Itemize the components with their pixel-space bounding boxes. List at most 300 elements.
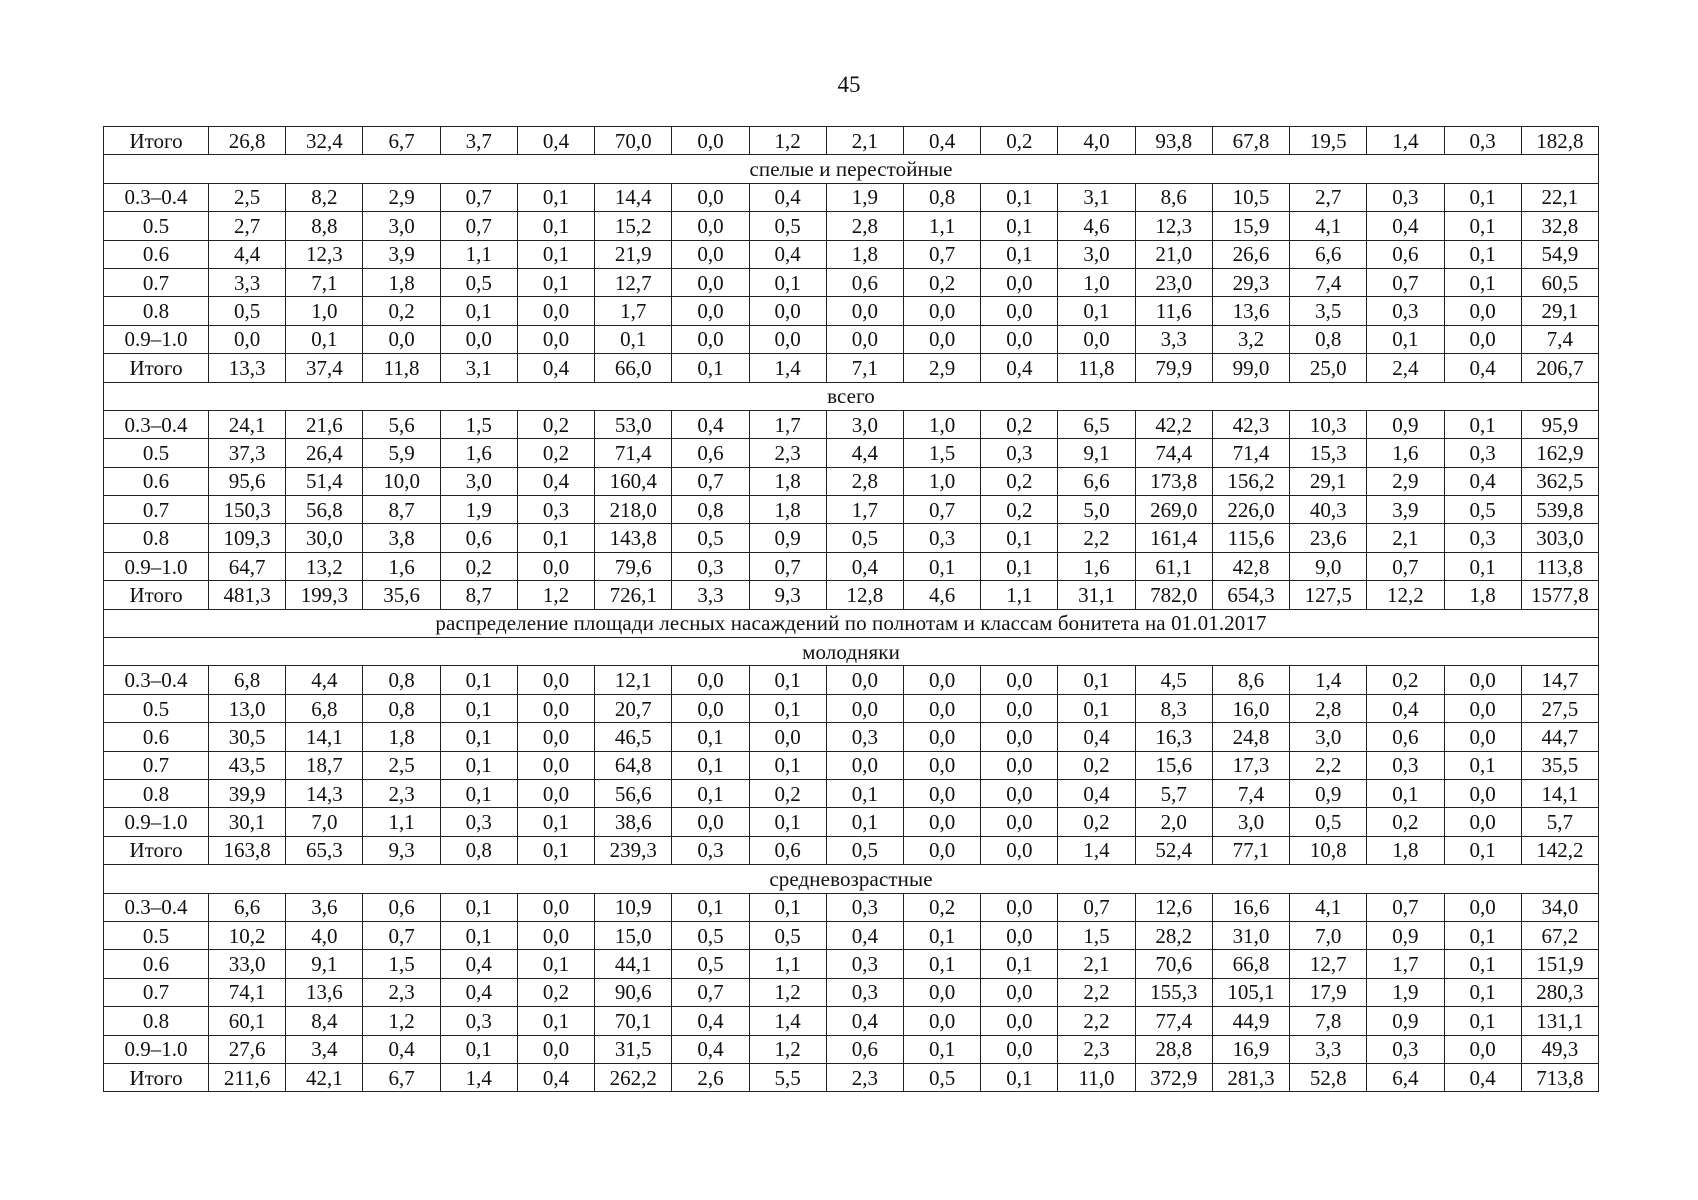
table-cell: 15,6: [1135, 751, 1212, 779]
table-cell: 0,1: [517, 524, 594, 552]
table-cell: 15,2: [595, 212, 672, 240]
table-cell: 12,8: [826, 581, 903, 609]
table-cell: 66,8: [1212, 950, 1289, 978]
table-cell: 4,0: [1058, 127, 1135, 155]
table-cell: 7,0: [1290, 921, 1367, 949]
table-cell: 4,6: [1058, 212, 1135, 240]
table-cell: 2,3: [1058, 1035, 1135, 1063]
table-cell: 3,3: [1135, 325, 1212, 353]
table-cell: 0,4: [1444, 354, 1521, 382]
table-cell: 0,2: [440, 552, 517, 580]
table-cell: 23,0: [1135, 268, 1212, 296]
table-cell: 8,2: [286, 183, 363, 211]
table-cell: 0,7: [440, 212, 517, 240]
table-cell: 15,0: [595, 921, 672, 949]
table-cell: 211,6: [209, 1063, 286, 1091]
table-cell: 0,0: [517, 723, 594, 751]
table-cell: 0,0: [1444, 297, 1521, 325]
table-cell: 1,8: [363, 268, 440, 296]
table-cell: 5,7: [1521, 808, 1598, 836]
table-cell: 3,0: [1212, 808, 1289, 836]
table-cell: 3,1: [440, 354, 517, 382]
table-cell: 0,1: [440, 893, 517, 921]
table-cell: 0,3: [904, 524, 981, 552]
table-cell: 131,1: [1521, 1007, 1598, 1035]
table-cell: 0,7: [749, 552, 826, 580]
table-cell: 2,6: [672, 1063, 749, 1091]
table-cell: 0,0: [826, 751, 903, 779]
table-cell: 3,3: [672, 581, 749, 609]
table-cell: 3,4: [286, 1035, 363, 1063]
table-cell: 3,0: [440, 467, 517, 495]
table-cell: 0,4: [749, 240, 826, 268]
table-cell: 1,8: [749, 467, 826, 495]
table-cell: 1,4: [1058, 836, 1135, 864]
table-row: [104, 410, 1599, 438]
table-cell: 0,1: [1444, 950, 1521, 978]
table-cell: 0,0: [672, 240, 749, 268]
table-cell: 0,0: [209, 325, 286, 353]
table-cell: 10,9: [595, 893, 672, 921]
table-cell: 0,7: [672, 978, 749, 1006]
table-cell: 0,1: [1444, 552, 1521, 580]
table-cell: 0,2: [904, 893, 981, 921]
table-row: [104, 921, 1599, 949]
table-cell: 0,0: [904, 978, 981, 1006]
table-cell: 95,9: [1521, 410, 1598, 438]
table-cell: 0,0: [517, 552, 594, 580]
table-row: [104, 723, 1599, 751]
table-cell: 0,9: [1367, 1007, 1444, 1035]
table-cell: 10,2: [209, 921, 286, 949]
table-cell: 1,8: [749, 496, 826, 524]
table-cell: 0,1: [517, 212, 594, 240]
table-cell: 0,2: [1058, 751, 1135, 779]
table-cell: 0,0: [517, 921, 594, 949]
table-cell: 0,1: [904, 1035, 981, 1063]
table-row: [104, 268, 1599, 296]
table-cell: 782,0: [1135, 581, 1212, 609]
table-cell: 2,9: [1367, 467, 1444, 495]
table-cell: 0,0: [904, 751, 981, 779]
table-cell: 0,0: [981, 978, 1058, 1006]
table-cell: 0,3: [1367, 751, 1444, 779]
table-cell: 70,6: [1135, 950, 1212, 978]
table-cell: 71,4: [1212, 439, 1289, 467]
table-cell: 0,1: [440, 751, 517, 779]
table-cell: 61,1: [1135, 552, 1212, 580]
table-cell: 0,7: [1367, 552, 1444, 580]
table-cell: 0,4: [749, 183, 826, 211]
table-cell: 1,5: [1058, 921, 1135, 949]
table-row: [104, 978, 1599, 1006]
table-cell: 0,0: [904, 779, 981, 807]
table-cell: 0,0: [517, 779, 594, 807]
table-cell: 0,5: [826, 524, 903, 552]
row-label-cell: 0.6: [104, 467, 209, 495]
table-cell: 0,5: [749, 921, 826, 949]
table-cell: 0,1: [826, 808, 903, 836]
section-header-row: [104, 609, 1599, 637]
table-cell: 0,4: [1367, 212, 1444, 240]
table-cell: 2,9: [904, 354, 981, 382]
table-cell: 3,0: [363, 212, 440, 240]
table-cell: 5,5: [749, 1063, 826, 1091]
table-cell: 0,0: [826, 325, 903, 353]
table-cell: 14,4: [595, 183, 672, 211]
table-cell: 16,6: [1212, 893, 1289, 921]
table-cell: 0,1: [517, 836, 594, 864]
table-cell: 4,4: [209, 240, 286, 268]
table-cell: 2,2: [1290, 751, 1367, 779]
table-cell: 37,3: [209, 439, 286, 467]
table-cell: 7,4: [1290, 268, 1367, 296]
table-row: [104, 779, 1599, 807]
table-cell: 1,1: [440, 240, 517, 268]
table-row: [104, 808, 1599, 836]
table-cell: 29,3: [1212, 268, 1289, 296]
table-cell: 0,1: [440, 297, 517, 325]
table-cell: 0,2: [517, 410, 594, 438]
table-cell: 0,0: [981, 1007, 1058, 1035]
table-cell: 0,1: [1058, 694, 1135, 722]
table-cell: 0,4: [981, 354, 1058, 382]
table-cell: 5,0: [1058, 496, 1135, 524]
table-cell: 53,0: [595, 410, 672, 438]
table-cell: 0,3: [1444, 127, 1521, 155]
table-cell: 2,0: [1135, 808, 1212, 836]
table-cell: 6,4: [1367, 1063, 1444, 1091]
table-cell: 0,3: [826, 950, 903, 978]
table-cell: 0,3: [1367, 1035, 1444, 1063]
table-cell: 4,4: [286, 666, 363, 694]
table-cell: 14,7: [1521, 666, 1598, 694]
table-cell: 0,3: [1444, 524, 1521, 552]
table-cell: 0,1: [440, 723, 517, 751]
table-cell: 0,5: [672, 950, 749, 978]
table-cell: 0,0: [363, 325, 440, 353]
table-row: [104, 467, 1599, 495]
table-cell: 0,1: [981, 1063, 1058, 1091]
table-cell: 71,4: [595, 439, 672, 467]
table-cell: 0,3: [826, 978, 903, 1006]
table-cell: 1,8: [1444, 581, 1521, 609]
table-cell: 0,0: [981, 779, 1058, 807]
table-cell: 0,1: [517, 240, 594, 268]
table-row: [104, 893, 1599, 921]
table-cell: 10,0: [363, 467, 440, 495]
table-cell: 1,1: [749, 950, 826, 978]
table-cell: 93,8: [1135, 127, 1212, 155]
section-header-row: [104, 155, 1599, 183]
table-cell: 0,1: [1444, 410, 1521, 438]
table-cell: 0,1: [517, 183, 594, 211]
table-cell: 0,1: [517, 268, 594, 296]
table-cell: 52,8: [1290, 1063, 1367, 1091]
table-cell: 56,6: [595, 779, 672, 807]
table-cell: 7,1: [286, 268, 363, 296]
table-cell: 163,8: [209, 836, 286, 864]
table-cell: 77,1: [1212, 836, 1289, 864]
section-title: средневозрастные: [104, 865, 1599, 893]
table-cell: 654,3: [1212, 581, 1289, 609]
table-row: [104, 552, 1599, 580]
table-cell: 2,2: [1058, 524, 1135, 552]
table-cell: 0,0: [517, 325, 594, 353]
table-cell: 17,9: [1290, 978, 1367, 1006]
table-cell: 8,3: [1135, 694, 1212, 722]
table-cell: 0,0: [981, 723, 1058, 751]
table-cell: 1,0: [286, 297, 363, 325]
table-cell: 6,8: [286, 694, 363, 722]
table-cell: 0,7: [1058, 893, 1135, 921]
table-cell: 8,7: [363, 496, 440, 524]
row-label-cell: 0.7: [104, 978, 209, 1006]
table-cell: 43,5: [209, 751, 286, 779]
table-cell: 74,1: [209, 978, 286, 1006]
table-cell: 150,3: [209, 496, 286, 524]
table-cell: 1,5: [363, 950, 440, 978]
table-cell: 60,5: [1521, 268, 1598, 296]
table-cell: 10,5: [1212, 183, 1289, 211]
table-cell: 15,9: [1212, 212, 1289, 240]
table-cell: 0,3: [826, 723, 903, 751]
table-cell: 99,0: [1212, 354, 1289, 382]
table-cell: 0,4: [517, 467, 594, 495]
table-cell: 0,0: [672, 268, 749, 296]
table-cell: 1,8: [363, 723, 440, 751]
table-cell: 12,1: [595, 666, 672, 694]
table-cell: 0,4: [517, 354, 594, 382]
table-cell: 65,3: [286, 836, 363, 864]
table-cell: 1,6: [440, 439, 517, 467]
table-cell: 2,5: [363, 751, 440, 779]
table-row: [104, 694, 1599, 722]
table-cell: 14,3: [286, 779, 363, 807]
table-cell: 16,3: [1135, 723, 1212, 751]
table-cell: 0,0: [904, 808, 981, 836]
row-label-cell: 0.7: [104, 751, 209, 779]
table-cell: 0,0: [981, 836, 1058, 864]
table-cell: 0,4: [672, 410, 749, 438]
table-cell: 0,1: [981, 240, 1058, 268]
table-cell: 74,4: [1135, 439, 1212, 467]
table-cell: 1,8: [826, 240, 903, 268]
table-cell: 1,1: [981, 581, 1058, 609]
table-cell: 1,6: [363, 552, 440, 580]
row-label-cell: 0.8: [104, 524, 209, 552]
table-cell: 26,4: [286, 439, 363, 467]
table-cell: 11,8: [1058, 354, 1135, 382]
table-cell: 21,0: [1135, 240, 1212, 268]
table-row: [104, 354, 1599, 382]
table-cell: 1,9: [1367, 978, 1444, 1006]
table-cell: 156,2: [1212, 467, 1289, 495]
table-cell: 0,1: [981, 524, 1058, 552]
table-cell: 0,4: [517, 1063, 594, 1091]
table-cell: 0,1: [981, 183, 1058, 211]
table-cell: 42,8: [1212, 552, 1289, 580]
table-cell: 109,3: [209, 524, 286, 552]
table-cell: 3,7: [440, 127, 517, 155]
table-cell: 0,5: [1444, 496, 1521, 524]
table-cell: 44,9: [1212, 1007, 1289, 1035]
table-cell: 0,3: [1444, 439, 1521, 467]
table-cell: 1577,8: [1521, 581, 1598, 609]
table-cell: 262,2: [595, 1063, 672, 1091]
table-cell: 10,8: [1290, 836, 1367, 864]
table-cell: 6,7: [363, 1063, 440, 1091]
table-cell: 0,2: [749, 779, 826, 807]
table-cell: 11,8: [363, 354, 440, 382]
table-cell: 30,1: [209, 808, 286, 836]
table-row: [104, 297, 1599, 325]
table-row: [104, 1007, 1599, 1035]
table-cell: 0,1: [1367, 779, 1444, 807]
table-cell: 3,8: [363, 524, 440, 552]
table-row: [104, 496, 1599, 524]
table-cell: 726,1: [595, 581, 672, 609]
table-cell: 2,7: [209, 212, 286, 240]
table-cell: 3,3: [1290, 1035, 1367, 1063]
table-cell: 2,3: [363, 978, 440, 1006]
table-cell: 64,7: [209, 552, 286, 580]
table-cell: 0,0: [672, 127, 749, 155]
table-cell: 12,3: [286, 240, 363, 268]
table-cell: 0,2: [1367, 666, 1444, 694]
row-label-cell: 0.7: [104, 268, 209, 296]
table-cell: 0,0: [672, 666, 749, 694]
table-cell: 32,8: [1521, 212, 1598, 240]
table-cell: 0,1: [1444, 751, 1521, 779]
table-cell: 1,4: [1367, 127, 1444, 155]
table-cell: 0,0: [1444, 779, 1521, 807]
table-cell: 0,4: [672, 1035, 749, 1063]
table-cell: 12,2: [1367, 581, 1444, 609]
table-cell: 24,8: [1212, 723, 1289, 751]
table-cell: 0,0: [904, 723, 981, 751]
table-cell: 2,2: [1058, 1007, 1135, 1035]
table-row: [104, 439, 1599, 467]
table-cell: 0,1: [1444, 921, 1521, 949]
row-label-cell: 0.8: [104, 779, 209, 807]
table-cell: 3,3: [209, 268, 286, 296]
table-cell: 0,3: [1367, 297, 1444, 325]
table-cell: 0,3: [440, 808, 517, 836]
table-cell: 0,1: [517, 950, 594, 978]
table-cell: 0,0: [749, 297, 826, 325]
row-label-cell: Итого: [104, 127, 209, 155]
table-cell: 28,8: [1135, 1035, 1212, 1063]
table-cell: 4,1: [1290, 212, 1367, 240]
table-cell: 0,0: [904, 836, 981, 864]
row-label-cell: Итого: [104, 354, 209, 382]
table-cell: 0,0: [672, 297, 749, 325]
table-cell: 0,6: [363, 893, 440, 921]
row-label-cell: 0.3–0.4: [104, 410, 209, 438]
table-cell: 9,3: [749, 581, 826, 609]
table-cell: 0,6: [1367, 723, 1444, 751]
table-cell: 0,0: [981, 694, 1058, 722]
table-cell: 14,1: [286, 723, 363, 751]
row-label-cell: 0.9–1.0: [104, 325, 209, 353]
table-cell: 280,3: [1521, 978, 1598, 1006]
table-cell: 0,8: [363, 666, 440, 694]
table-cell: 0,1: [1058, 666, 1135, 694]
table-cell: 23,6: [1290, 524, 1367, 552]
table-cell: 713,8: [1521, 1063, 1598, 1091]
table-cell: 173,8: [1135, 467, 1212, 495]
table-cell: 0,0: [1444, 666, 1521, 694]
table-cell: 1,7: [595, 297, 672, 325]
table-cell: 3,2: [1212, 325, 1289, 353]
table-row: [104, 1035, 1599, 1063]
table-cell: 0,1: [1444, 1007, 1521, 1035]
table-cell: 0,9: [1367, 410, 1444, 438]
table-cell: 0,5: [440, 268, 517, 296]
table-cell: 199,3: [286, 581, 363, 609]
table-cell: 539,8: [1521, 496, 1598, 524]
table-cell: 0,0: [981, 808, 1058, 836]
table-cell: 1,4: [440, 1063, 517, 1091]
table-cell: 0,0: [1444, 694, 1521, 722]
table-cell: 1,2: [749, 1035, 826, 1063]
table-cell: 0,4: [826, 921, 903, 949]
row-label-cell: 0.9–1.0: [104, 1035, 209, 1063]
row-label-cell: 0.7: [104, 496, 209, 524]
table-cell: 6,5: [1058, 410, 1135, 438]
table-cell: 1,9: [826, 183, 903, 211]
table-cell: 1,5: [904, 439, 981, 467]
table-cell: 0,8: [672, 496, 749, 524]
table-cell: 0,0: [1058, 325, 1135, 353]
table-cell: 0,0: [1444, 325, 1521, 353]
table-cell: 0,1: [440, 779, 517, 807]
table-cell: 0,4: [363, 1035, 440, 1063]
table-cell: 0,1: [672, 751, 749, 779]
table-cell: 0,5: [672, 921, 749, 949]
row-label-cell: 0.5: [104, 921, 209, 949]
table-cell: 0,0: [981, 666, 1058, 694]
table-cell: 44,7: [1521, 723, 1598, 751]
table-cell: 0,4: [440, 978, 517, 1006]
table-cell: 0,1: [749, 893, 826, 921]
table-cell: 3,0: [1058, 240, 1135, 268]
table-cell: 42,1: [286, 1063, 363, 1091]
table-cell: 0,1: [749, 694, 826, 722]
table-cell: 0,1: [440, 694, 517, 722]
table-cell: 22,1: [1521, 183, 1598, 211]
table-cell: 49,3: [1521, 1035, 1598, 1063]
table-cell: 0,1: [1444, 240, 1521, 268]
table-cell: 0,5: [1290, 808, 1367, 836]
table-cell: 0,1: [672, 723, 749, 751]
table-cell: 0,1: [1444, 836, 1521, 864]
section-title: распределение площади лесных насаждений по полнотам и классам бонитета на 01.01.2017: [104, 609, 1599, 637]
table-cell: 7,0: [286, 808, 363, 836]
table-cell: 29,1: [1290, 467, 1367, 495]
table-row: [104, 666, 1599, 694]
table-cell: 54,9: [1521, 240, 1598, 268]
table-cell: 0,7: [1367, 268, 1444, 296]
table-cell: 0,0: [517, 666, 594, 694]
section-title: спелые и перестойные: [104, 155, 1599, 183]
table-cell: 24,1: [209, 410, 286, 438]
table-cell: 155,3: [1135, 978, 1212, 1006]
row-label-cell: 0.3–0.4: [104, 183, 209, 211]
row-label-cell: 0.5: [104, 694, 209, 722]
table-cell: 143,8: [595, 524, 672, 552]
